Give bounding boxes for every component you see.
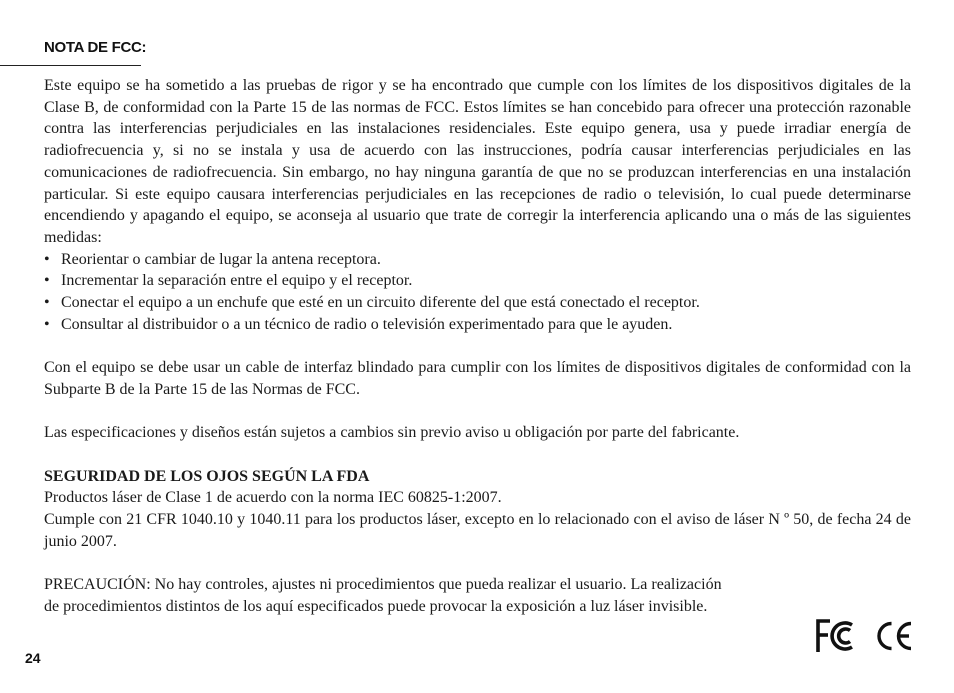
- spacer: [44, 552, 911, 574]
- bullet-icon: •: [44, 250, 50, 268]
- fcc-mark-icon: [814, 618, 860, 654]
- spacer: [44, 444, 911, 466]
- bullet-icon: •: [44, 294, 50, 312]
- list-item: [44, 292, 911, 314]
- measures-list: [44, 249, 911, 336]
- page-number: 24: [25, 650, 41, 666]
- specifications-paragraph: Las especificaciones y diseños están sujetos a cambios sin previo aviso u obligación por parte del fabricante.: [44, 424, 740, 442]
- measure-text: Consultar al distribuidor o a un técnico de radio o televisión experimentado para que le ayuden.: [61, 315, 673, 333]
- document-body: [44, 75, 911, 618]
- fda-class-line: Productos láser de Clase 1 de acuerdo con la norma IEC 60825-1:2007.: [44, 489, 502, 507]
- fda-heading: SEGURIDAD DE LOS OJOS SEGÚN LA FDA: [44, 467, 370, 485]
- spacer: [44, 401, 911, 423]
- measure-text: Incrementar la separación entre el equipo y el receptor.: [61, 272, 413, 290]
- fda-compliance-line: Cumple con 21 CFR 1040.10 y 1040.11 para los productos láser, excepto en lo relacionado con el aviso de láser N º 50, de fecha 24 de junio 2007.: [44, 511, 911, 550]
- caution-line-2: de procedimientos distintos de los aquí especificados puede provocar la exposición a luz láser invisible.: [44, 597, 708, 615]
- shielded-cable-paragraph: Con el equipo se debe usar un cable de interfaz blindado para cumplir con los límites de dispositivos digitales de conformidad con la Subparte B de la Parte 15 de las Normas de FCC.: [44, 359, 911, 398]
- list-item: [44, 314, 911, 336]
- measure-text: Reorientar o cambiar de lugar la antena receptora.: [61, 250, 381, 268]
- title-underline: [0, 65, 141, 66]
- ce-mark-icon: [874, 618, 914, 654]
- spacer: [44, 335, 911, 357]
- section-title: NOTA DE FCC:: [44, 39, 147, 56]
- bullet-icon: •: [44, 315, 50, 333]
- bullet-icon: •: [44, 272, 50, 290]
- caution-line-1: PRECAUCIÓN: No hay controles, ajustes ni procedimientos que pueda realizar el usuario. La realización: [44, 576, 722, 594]
- measure-text: Conectar el equipo a un enchufe que esté en un circuito diferente del que está conectado el receptor.: [61, 294, 700, 312]
- list-item: [44, 270, 911, 292]
- list-item: [44, 249, 911, 271]
- fcc-paragraph: Este equipo se ha sometido a las pruebas de rigor y se ha encontrado que cumple con los límites de los dispositivos digitales de la Clase B, de conformidad con la Parte 15 de las normas de FCC. Estos límites se han concebido para ofrecer una protección razonable contra las interferencias perjudiciales en las instalaciones residenciales. Este equipo genera, usa y puede irradiar energía de radiofrecuencia y, si no se instala y usa de acuerdo con las instrucciones, podría causar interferencias perjudiciales en las comunicaciones de radiofrecuencia. Sin embargo, no hay ninguna garantía de que no se produzcan interferencias en una instalación particular. Si este equipo causara interferencias perjudiciales en las recepciones de radio o televisión, lo cual puede determinarse encendiendo y apagando el equipo, se aconseja al usuario que trate de corregir la interferencia aplicando una o más de las siguientes medidas:: [44, 77, 911, 246]
- certification-logos: [814, 618, 914, 658]
